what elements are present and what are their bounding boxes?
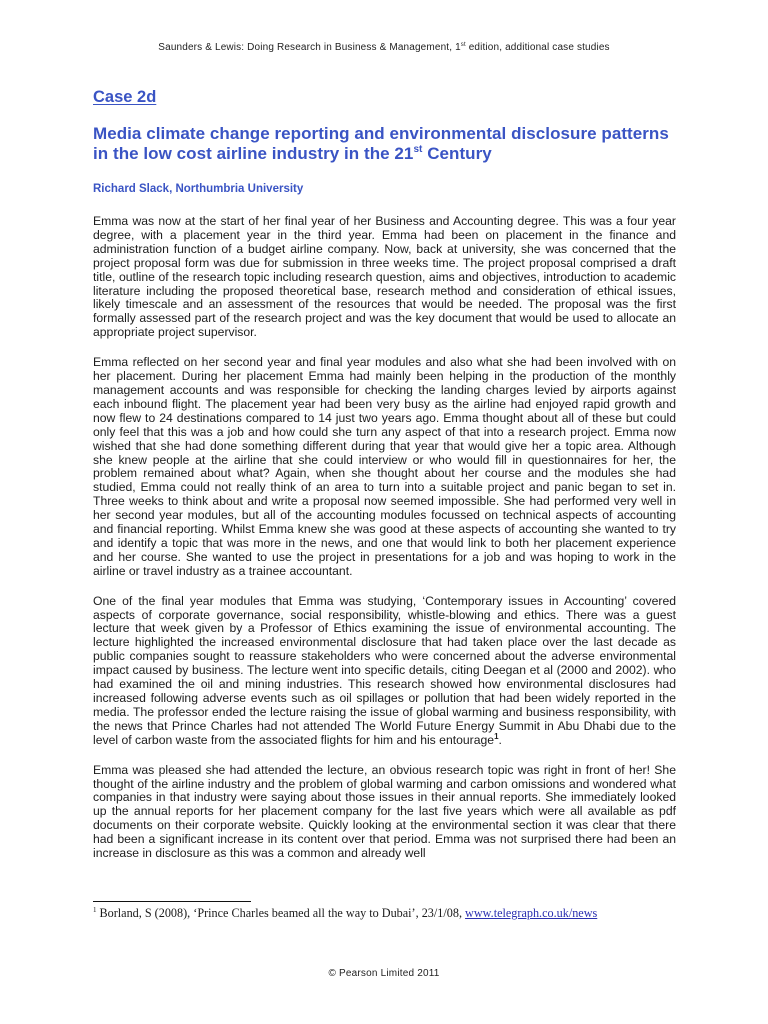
body-paragraph-end: .: [498, 732, 502, 747]
case-title-superscript: st: [413, 144, 423, 155]
running-header-superscript: st: [460, 42, 466, 48]
body-paragraph: Emma reflected on her second year and final year modules and also what she had been involved with on her placement. During her placement Emma had mainly been helping in the production of the monthly management accounts and was responsible for checking the landing charges levied by airports against each inbound flight. The placement year had been very busy as the airline had enjoyed rapid growth and now flew to 24 destinations compared to 14 just two years ago. Emma thought about all of these but could only feel that this was a job and how could she turn any aspect of that into a research project. Emma now wished that she had done something different during that year that would give her a topic area. Although she knew people at the airline that she could interview or who would fill in questionnaires for her, the problem remained about what? Again, when she thought about her course and the modules she had studied, Emma could not really think of an area to turn into a suitable project and panic began to set in. Three weeks to think about and write a proposal now seemed impossible. She had performed very well in her second year modules, but all of the accounting modules focussed on technical aspects of accounting and financial reporting. Whilst Emma knew she was good at these aspects of accounting she wanted to try and identify a topic that was more in the news, and one that would link to both her placement experience and her course. She wanted to use the project in presentations for a job and was hoping to work in the airline or travel industry as a trainee accountant.: [93, 355, 676, 578]
case-title-text-start: Media climate change reporting and environmental disclosure patterns in the low cost airline industry in the 21: [93, 124, 669, 163]
copyright-footer: © Pearson Limited 2011: [328, 968, 440, 979]
footnote: [93, 906, 597, 921]
case-title: [93, 124, 676, 164]
running-header: [0, 42, 768, 53]
case-title-text-end: Century: [422, 144, 492, 163]
body-paragraph: Emma was pleased she had attended the lecture, an obvious research topic was right in front of her! She thought of the airline industry and the problem of global warming and carbon omissions and wondered what companies in that industry were saying about those issues in their annual reports. She immediately looked up the annual reports for her placement company for the last five years which were all available as pdf documents on their corporate website. Quickly looking at the environmental section it was clear that there had been a significant increase in its content over that period. Emma was not surprised there had been an increase in disclosure as this was a common and already well: [93, 762, 676, 861]
footnote-number: 1: [93, 906, 97, 914]
case-label: Case 2d: [93, 88, 157, 106]
footnote-link[interactable]: www.telegraph.co.uk/news: [465, 906, 598, 920]
running-header-text-end: edition, additional case studies: [465, 42, 610, 53]
body-paragraph: [93, 595, 676, 748]
footnote-text: Borland, S (2008), ‘Prince Charles beamed all the way to Dubai’, 23/1/08,: [99, 906, 466, 920]
footnote-reference[interactable]: 1: [494, 731, 499, 741]
body-paragraph: Emma was now at the start of her final year of her Business and Accounting degree. This was a four year degree, with a placement year in the third year. Emma had been on placement in the finance and administration function of a budget airline company. Now, back at university, she was concerned that the project proposal form was due for submission in three weeks time. The project proposal comprised a draft title, outline of the research topic including research question, aims and objectives, introduction to academic literature including the proposed theoretical base, research method and consideration of ethical issues, likely timescale and an assessment of the resources that would be needed. The proposal was the first formally assessed part of the research project and was the key document that would be used to allocate an appropriate project supervisor.: [93, 214, 676, 340]
author-line: Richard Slack, Northumbria University: [93, 183, 304, 195]
footnote-divider: [93, 901, 251, 902]
page-content: [93, 86, 676, 861]
body-paragraph-text: One of the final year modules that Emma was studying, ‘Contemporary issues in Accounting’ covered aspects of corporate governance, social responsibility, whistle-blowing and ethics. There was a guest lecture that week given by a Professor of Ethics examining the issue of environmental accounting. The lecture highlighted the increased environmental disclosure that had taken place over the last decade as public companies sought to reassure stakeholders who were concerned about the adverse environmental impact caused by business. The lecture went into specific details, citing Deegan et al (2000 and 2002). who had examined the oil and mining industries. This research showed how environmental disclosures had increased following adverse events such as oil spillages or pollution that had been widely reported in the media. The professor ended the lecture raising the issue of global warming and business responsibility, with the news that Prince Charles had not attended The World Future Energy Summit in Abu Dhabi due to the level of carbon waste from the associated flights for him and his entourage: [93, 593, 676, 747]
running-header-text-start: Saunders & Lewis: Doing Research in Business & Management, 1: [158, 42, 461, 53]
